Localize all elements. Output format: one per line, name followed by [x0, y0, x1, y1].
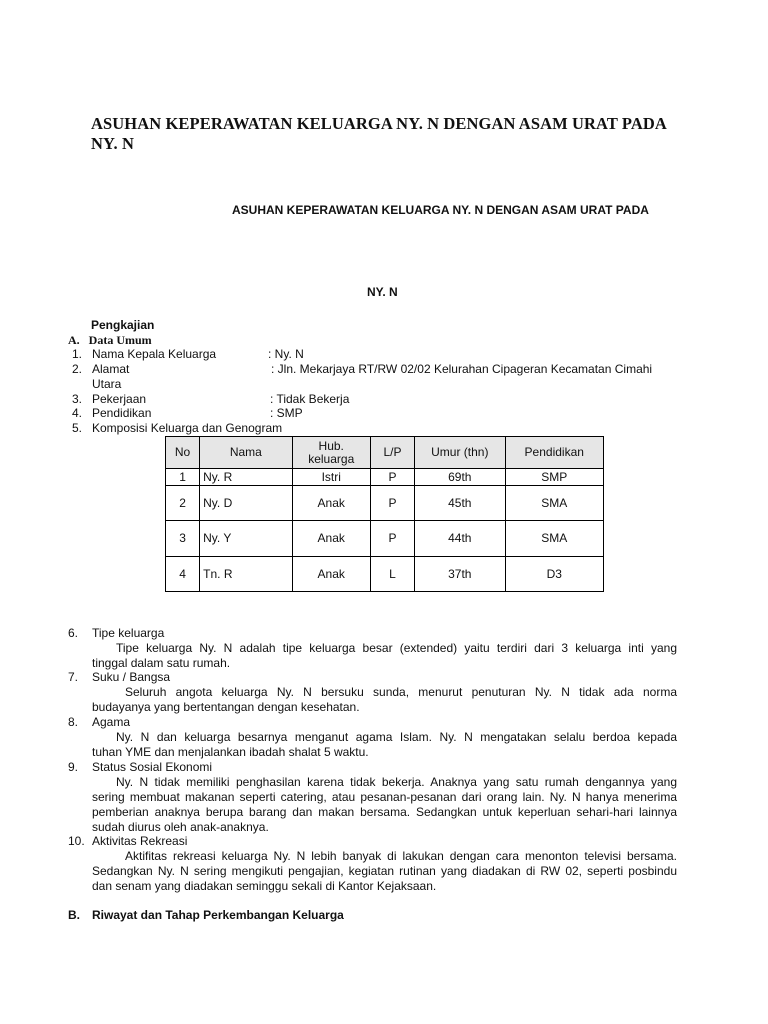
header-lp: L/P [370, 437, 414, 469]
item-4-label: Pendidikan [92, 406, 152, 420]
item-1 [72, 347, 82, 362]
section-10-title: Aktivitas Rekreasi [92, 834, 188, 848]
item-2-label: Alamat [92, 362, 130, 376]
pengkajian-heading: Pengkajian [91, 318, 155, 332]
section-7-line: budayanya yang bertentangan dengan kesehatan. [92, 700, 360, 714]
section-8-title: Agama [92, 715, 131, 729]
section-7-number: 7. [68, 670, 79, 684]
item-4-number: 4. [72, 406, 83, 420]
section-8-line: tuhan YME dan menjalankan ibadah shalat 5 waktu. [92, 745, 369, 759]
cell-umur: 44th [415, 521, 505, 557]
cell-hub: Anak [292, 521, 370, 557]
item-2-value: : Jln. Mekarjaya RT/RW 02/02 Kelurahan Cipageran Kecamatan Cimahi [271, 362, 653, 376]
cell-lp: P [370, 486, 414, 521]
header-no: No [166, 437, 200, 469]
section-9-line: pemberian anaknya berupa barang dan makan bersama. Sedangkan untuk keperluan sehari-hari lainnya [92, 805, 677, 819]
table-row [166, 469, 604, 486]
section-9-line: sering membuat makanan seperti catering, atau pesanan-pesanan dari orang lain. Ny. N hanya menerima [92, 790, 677, 804]
cell-no: 1 [166, 469, 200, 486]
cell-nama: Tn. R [200, 557, 292, 592]
cell-pendidikan: SMA [505, 486, 604, 521]
section-7-line: Seluruh angota keluarga Ny. N bersuku sunda, menurut penuturan Ny. N tidak ada norma [125, 685, 677, 699]
item-3-label: Pekerjaan [92, 392, 147, 406]
section-8-number: 8. [68, 715, 79, 729]
cell-pendidikan: D3 [505, 557, 604, 592]
header-umur: Umur (thn) [415, 437, 505, 469]
section-9-line: sudah diurus oleh anak-anaknya. [92, 820, 269, 834]
section-6-body [92, 641, 677, 671]
section-7-body [92, 685, 677, 715]
section-9-body [92, 775, 677, 835]
header-pendidikan: Pendidikan [505, 437, 604, 469]
cell-no: 3 [166, 521, 200, 557]
item-5-label: Komposisi Keluarga dan Genogram [92, 421, 283, 435]
section-a-marker: A. [68, 333, 80, 347]
section-a-heading [68, 333, 152, 347]
cell-no: 4 [166, 557, 200, 592]
family-table [165, 436, 604, 592]
cell-hub: Istri [292, 469, 370, 486]
item-number: 1. [72, 347, 83, 361]
cell-nama: Ny. Y [200, 521, 292, 557]
section-8-body [92, 730, 677, 760]
item-2-value-cont: Utara [92, 377, 122, 391]
item-5-number: 5. [72, 421, 83, 435]
item-1-label: Nama Kepala Keluarga [92, 347, 217, 361]
section-7-title: Suku / Bangsa [92, 670, 171, 684]
table-header-row [166, 437, 604, 469]
document-title: ASUHAN KEPERAWATAN KELUARGA NY. N DENGAN ASAM URAT PADA NY. N [91, 114, 666, 153]
item-3-number: 3. [72, 392, 83, 406]
table-row [166, 486, 604, 521]
document-subtitle-line2: NY. N [367, 285, 398, 299]
item-4-value: : SMP [270, 406, 303, 420]
cell-umur: 45th [415, 486, 505, 521]
section-6-title: Tipe keluarga [92, 626, 165, 640]
cell-lp: P [370, 469, 414, 486]
item-1-value: : Ny. N [268, 347, 304, 361]
cell-no: 2 [166, 486, 200, 521]
table-row [166, 557, 604, 592]
cell-lp: L [370, 557, 414, 592]
cell-hub: Anak [292, 557, 370, 592]
cell-hub: Anak [292, 486, 370, 521]
section-10-line: Aktifitas rekreasi keluarga Ny. N lebih banyak di lakukan dengan cara menonton televisi bersama. [125, 849, 677, 863]
section-b-marker: B. [68, 908, 80, 922]
section-b-title: Riwayat dan Tahap Perkembangan Keluarga [92, 908, 344, 922]
table-row [166, 521, 604, 557]
cell-lp: P [370, 521, 414, 557]
cell-pendidikan: SMP [505, 469, 604, 486]
cell-umur: 69th [415, 469, 505, 486]
cell-umur: 37th [415, 557, 505, 592]
header-nama: Nama [200, 437, 292, 469]
section-9-number: 9. [68, 760, 79, 774]
section-10-line: dan senam yang diadakan seminggu sekali di Kantor Kejaksaan. [92, 879, 437, 893]
item-3-value: : Tidak Bekerja [270, 392, 350, 406]
item-2-number: 2. [72, 362, 83, 376]
document-subtitle: ASUHAN KEPERAWATAN KELUARGA NY. N DENGAN ASAM URAT PADA [232, 203, 649, 217]
section-a-title: Data Umum [88, 333, 152, 347]
section-9-title: Status Sosial Ekonomi [92, 760, 213, 774]
section-6-line: Tipe keluarga Ny. N adalah tipe keluarga besar (extended) yaitu terdiri dari 3 keluarga inti yang [116, 641, 677, 655]
section-10-body [92, 849, 677, 894]
section-9-line: Ny. N tidak memiliki penghasilan karena tidak bekerja. Anaknya yang satu rumah dengannya yang [116, 775, 677, 789]
section-6-line: tinggal dalam satu rumah. [92, 656, 231, 670]
section-6-number: 6. [68, 626, 79, 640]
section-8-line: Ny. N dan keluarga besarnya menganut agama Islam. Ny. N mengatakan selalu berdoa kepada [116, 730, 677, 744]
header-hub: Hub. keluarga [292, 437, 370, 469]
cell-nama: Ny. D [200, 486, 292, 521]
cell-nama: Ny. R [200, 469, 292, 486]
cell-pendidikan: SMA [505, 521, 604, 557]
section-10-line: Sedangkan Ny. N sering mengikuti pengajian, kegiatan rutinan yang diadakan di RW 02, seperti posbindu [92, 864, 677, 878]
section-10-number: 10. [68, 834, 85, 848]
